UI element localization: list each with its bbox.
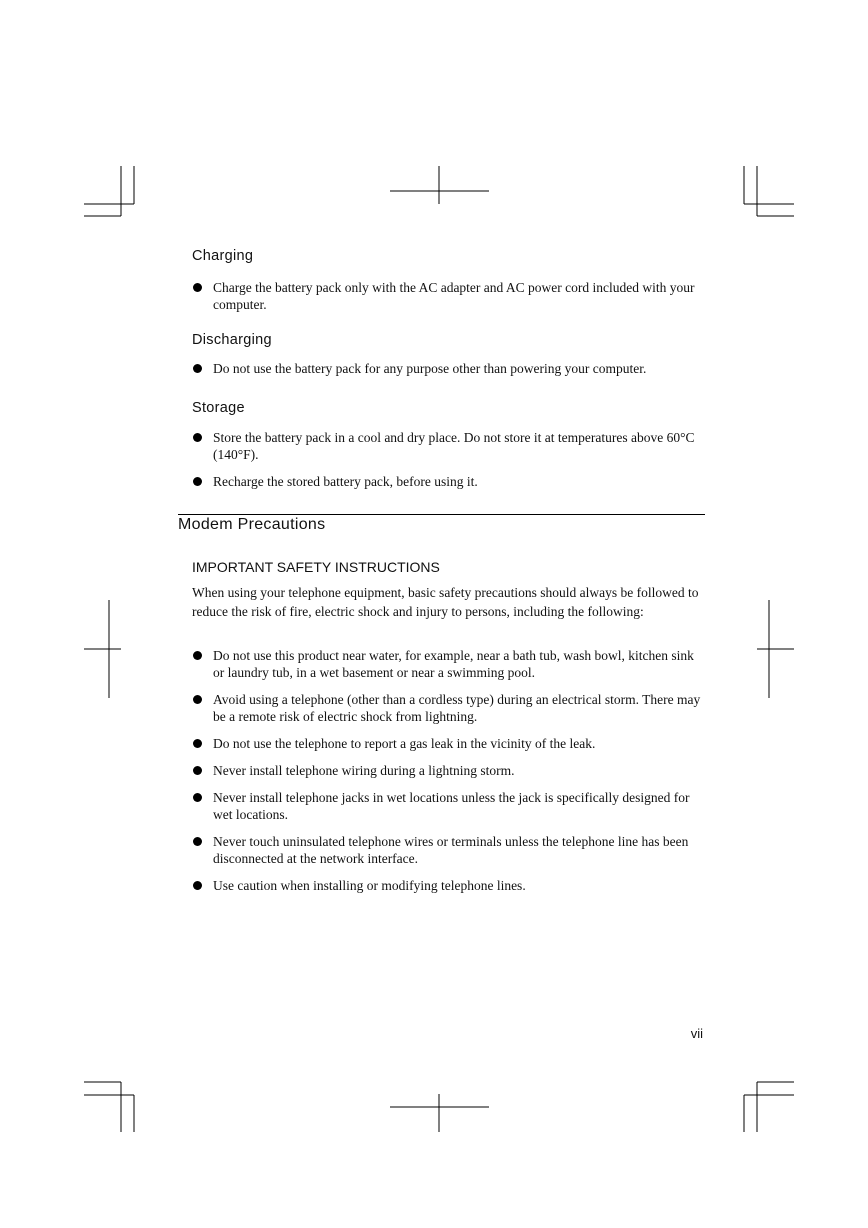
list-item-text: Do not use the battery pack for any purpose other than powering your computer. bbox=[213, 361, 647, 376]
list-item bbox=[192, 691, 702, 725]
bullet-icon bbox=[193, 793, 202, 802]
bullet-icon bbox=[193, 364, 202, 373]
list-item-text: Never touch uninsulated telephone wires or terminals unless the telephone line has been disconnected at the network interface. bbox=[213, 834, 689, 866]
list-item bbox=[192, 735, 702, 752]
bullet-icon bbox=[193, 881, 202, 890]
section-rule bbox=[178, 514, 705, 515]
list-item-text: Never install telephone wiring during a lightning storm. bbox=[213, 763, 515, 778]
list-item bbox=[192, 647, 702, 681]
discharging-list bbox=[192, 360, 702, 377]
list-item-text: Charge the battery pack only with the AC adapter and AC power cord included with your computer. bbox=[213, 280, 695, 312]
bullet-icon bbox=[193, 766, 202, 775]
bullet-icon bbox=[193, 651, 202, 660]
charging-list bbox=[192, 279, 702, 313]
list-item bbox=[192, 473, 702, 490]
modem-safety-list bbox=[192, 647, 702, 894]
bullet-icon bbox=[193, 477, 202, 486]
bullet-icon bbox=[193, 695, 202, 704]
list-item bbox=[192, 789, 702, 823]
page-number: vii bbox=[690, 1026, 703, 1041]
charging-heading: Charging bbox=[192, 248, 254, 264]
list-item-text: Store the battery pack in a cool and dry place. Do not store it at temperatures above 60°C (140°F). bbox=[213, 430, 695, 462]
discharging-heading: Discharging bbox=[192, 332, 272, 348]
bullet-icon bbox=[193, 283, 202, 292]
safety-instructions-heading: IMPORTANT SAFETY INSTRUCTIONS bbox=[192, 559, 440, 575]
list-item-text: Use caution when installing or modifying telephone lines. bbox=[213, 878, 526, 893]
list-item bbox=[192, 762, 702, 779]
storage-heading: Storage bbox=[192, 400, 245, 416]
bullet-icon bbox=[193, 739, 202, 748]
list-item-text: Avoid using a telephone (other than a cordless type) during an electrical storm. There may be a remote risk of electric shock from lightning. bbox=[213, 692, 701, 724]
list-item bbox=[192, 833, 702, 867]
list-item-text: Recharge the stored battery pack, before using it. bbox=[213, 474, 478, 489]
section-heading: Modem Precautions bbox=[178, 516, 326, 533]
list-item bbox=[192, 429, 702, 463]
storage-list bbox=[192, 429, 702, 490]
list-item-text: Never install telephone jacks in wet locations unless the jack is specifically designed for wet locations. bbox=[213, 790, 690, 822]
modem-intro-paragraph: When using your telephone equipment, basic safety precautions should always be followed to reduce the risk of fire, electric shock and injury to persons, including the following: bbox=[192, 585, 699, 619]
list-item bbox=[192, 360, 702, 377]
bullet-icon bbox=[193, 837, 202, 846]
list-item bbox=[192, 877, 702, 894]
list-item-text: Do not use the telephone to report a gas leak in the vicinity of the leak. bbox=[213, 736, 596, 751]
list-item-text: Do not use this product near water, for example, near a bath tub, wash bowl, kitchen sink or laundry tub, in a wet basement or near a swimming pool. bbox=[213, 648, 694, 680]
bullet-icon bbox=[193, 433, 202, 442]
list-item bbox=[192, 279, 702, 313]
